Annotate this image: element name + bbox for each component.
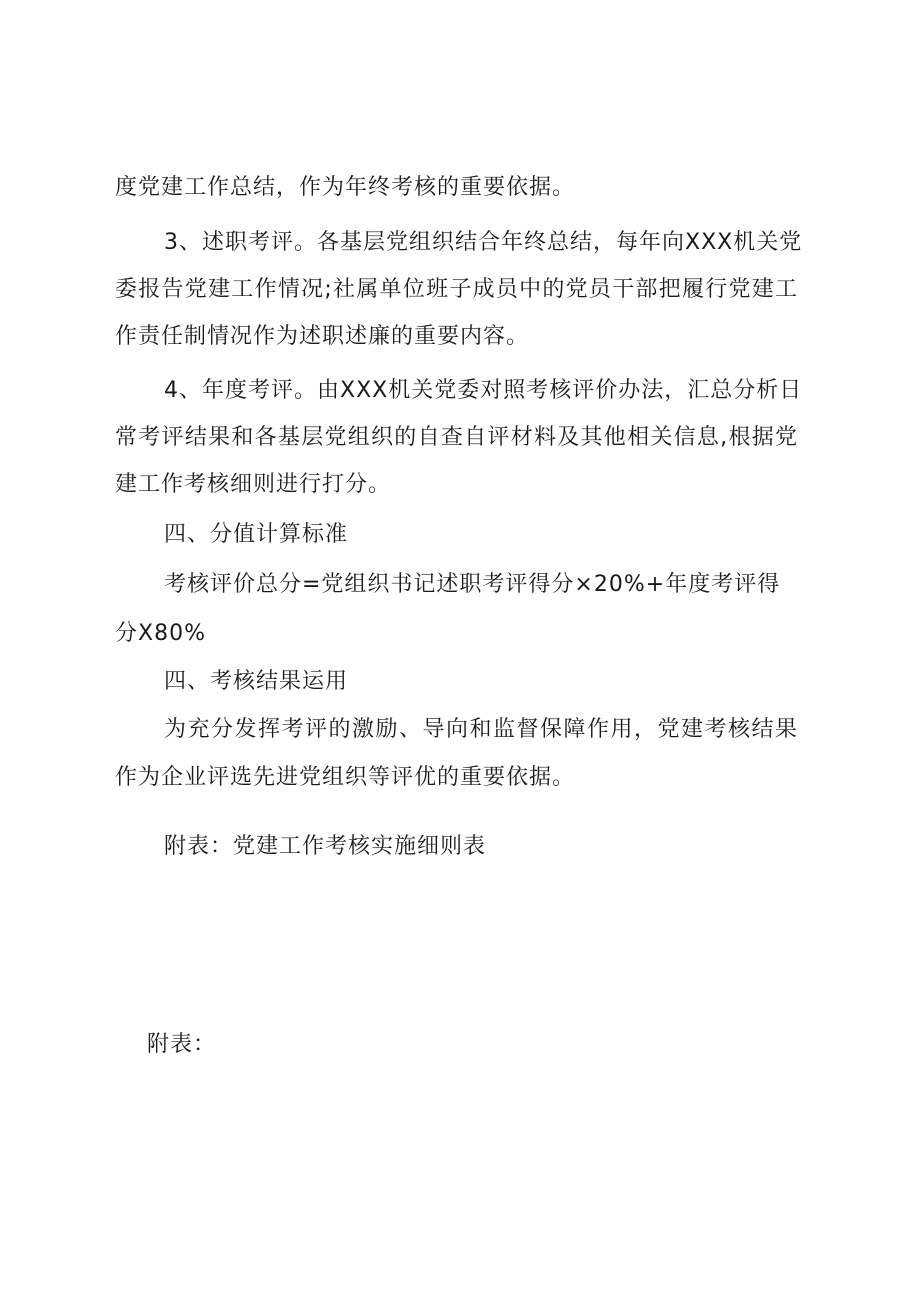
attachment-reference: 附表：党建工作考核实施细则表 [164,834,487,859]
section-heading-line: 3、述职考评。各基层党组织结合年终总结，每年向XXX机关党 [164,230,803,255]
paragraph-line: 委报告党建工作情况;社属单位班子成员中的党员干部把履行党建工 [115,277,798,302]
section-title: 四、分值计算标准 [164,522,349,547]
paragraph-line: 作为企业评选先进党组织等评优的重要依据。 [115,765,576,790]
paragraph-line: 为充分发挥考评的激励、导向和监督保障作用，党建考核结果 [164,717,798,742]
section-title: 四、考核结果运用 [164,669,349,694]
paragraph-line: 作责任制情况作为述职述廉的重要内容。 [115,324,530,349]
paragraph-line: 常考评结果和各基层党组织的自查自评材料及其他相关信息,根据党 [115,425,798,450]
formula-line: 考核评价总分=党组织书记述职考评得分×20%+年度考评得 [164,572,781,597]
paragraph-line: 度党建工作总结，作为年终考核的重要依据。 [115,175,576,200]
paragraph-line: 建工作考核细则进行打分。 [115,472,392,497]
attachment-label: 附表： [147,1032,217,1057]
section-heading-line: 4、年度考评。由XXX机关党委对照考核评价办法，汇总分析日 [164,378,803,403]
formula-line: 分X80% [115,621,206,646]
